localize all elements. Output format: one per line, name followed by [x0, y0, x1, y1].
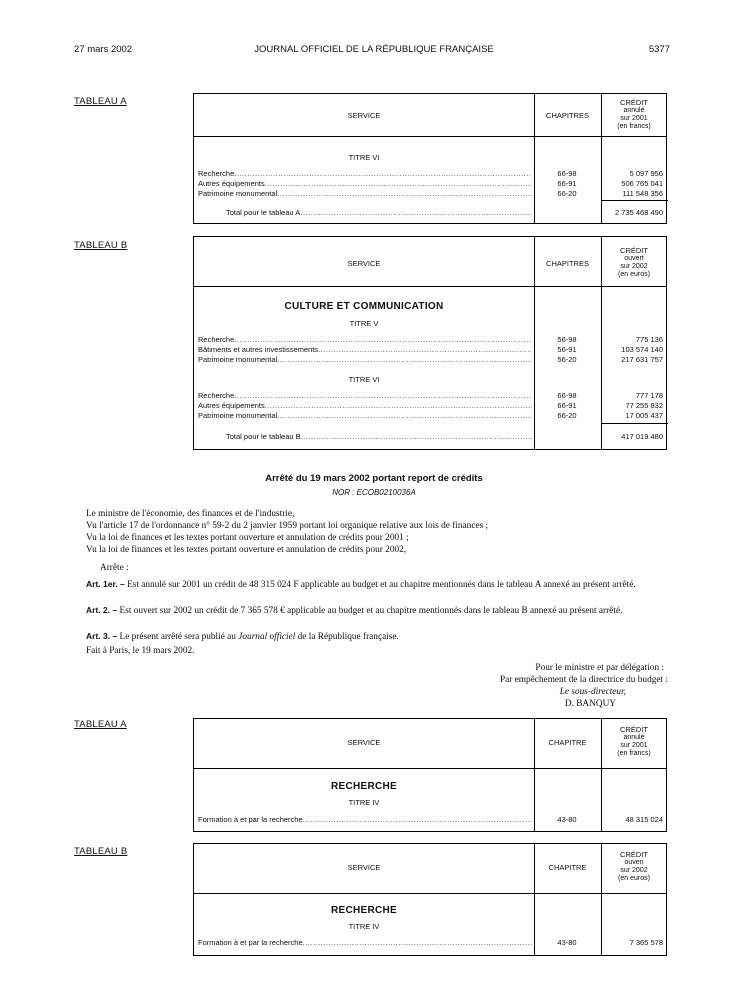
signature-line: Le sous-directeur, — [559, 687, 626, 697]
table4 — [193, 843, 667, 956]
table-row: Bâtiments et autres investissements ..... 56-91 103 574 140 — [194, 345, 668, 355]
arrete-label: Arrête : — [100, 563, 129, 573]
col-chapitres: CHAPITRES — [546, 111, 589, 120]
table2 — [193, 236, 667, 450]
table-row: Patrimoine monumental ..... 56-20 217 631 757 — [194, 355, 668, 365]
table-row: Patrimoine monumental ..... 66-20 111 548 356 — [194, 189, 668, 199]
table-row: Autres équipements ..... 66-91 506 765 041 — [194, 179, 668, 189]
col-service: SERVICE — [347, 863, 381, 872]
col-service: SERVICE — [347, 259, 381, 268]
article-2: Art. 2. – Est ouvert sur 2002 un crédit de 7 365 578 € applicable au budget et au chapitre mentionnés dans le tableau B annexé au présent arrêté. — [86, 605, 623, 616]
table4-section: RECHERCHE — [330, 905, 398, 916]
table1-total: Total pour le tableau A ..... 2 735 468 490 — [194, 207, 668, 219]
table-row: Formation à et par la recherche ..... 43-80 7 365 578 — [194, 938, 668, 948]
col-credit: CRÉDIT ouvert sur 2002 (en euros) — [618, 246, 650, 278]
table-row: Recherche ..... 66-98 777 178 — [194, 391, 668, 401]
paragraph: Vu l'article 17 de l'ordonnance n° 59-2 du 2 janvier 1959 portant loi organique relative aux lois de finances ; — [86, 521, 489, 531]
header-date: 27 mars 2002 — [74, 44, 133, 55]
col-chapitres: CHAPITRES — [546, 259, 589, 268]
col-credit: CRÉDIT ouven sur 2002 (en euros) — [618, 850, 650, 882]
table3-label: TABLEAU A — [74, 719, 127, 730]
paragraph: Vu la loi de finances et les textes portant ouverture et annulation de crédits pour 2001 ; — [86, 533, 409, 543]
col-credit: CRÉDIT annulé sur 2001 (en francs) — [617, 725, 651, 757]
table2-section: CULTURE ET COMMUNICATION — [284, 301, 444, 312]
table1 — [193, 93, 667, 224]
col-service: SERVICE — [347, 111, 381, 120]
paragraph: Vu la loi de finances et les textes portant ouverture et annulation de crédits pour 2002, — [86, 545, 407, 555]
table-row: Recherche ..... 66-98 5 097 956 — [194, 169, 668, 179]
header-page-number: 5377 — [648, 44, 670, 55]
arrete-nor: NOR : ECOB0210036A — [332, 488, 416, 497]
table3-titre: TITRE IV — [348, 798, 380, 807]
table1-label: TABLEAU A — [74, 96, 127, 107]
header-title: JOURNAL OFFICIEL DE LA RÉPUBLIQUE FRANÇAISE — [254, 44, 494, 55]
col-chapitre: CHAPITRE — [548, 863, 587, 872]
table3-section: RECHERCHE — [330, 781, 398, 792]
article-1: Art. 1er. – Est annulé sur 2001 un crédit de 48 315 024 F applicable au budget et au chapitre mentionnés dans le tableau A annexé au présent arrêté. — [86, 579, 636, 590]
table2-titre-vi: TITRE VI — [348, 375, 380, 384]
table-row: Formation à et par la recherche ..... 43-80 48 315 024 — [194, 815, 668, 825]
signature-line: Pour le ministre et par délégation : — [535, 663, 664, 673]
signature-line: Par empêchement de la directrice du budget : — [499, 675, 668, 685]
table4-label: TABLEAU B — [74, 846, 128, 857]
signature-name: D. BANQUY — [564, 699, 616, 709]
article-3: Art. 3. – Le présent arrêté sera publié au Journal officiel de la République française. — [86, 631, 399, 642]
col-chapitre: CHAPITRE — [548, 738, 587, 747]
col-credit: CRÉDIT annulé sur 2001 (en francs) — [617, 98, 651, 130]
table-row: Autres équipements ..... 66-91 77 255 832 — [194, 401, 668, 411]
table3 — [193, 718, 667, 832]
table2-titre-v: TITRE V — [349, 319, 379, 328]
table2-total: Total pour le tableau B ..... 417 019 480 — [194, 431, 668, 443]
arrete-title: Arrêté du 19 mars 2002 portant report de crédits — [265, 473, 483, 484]
table1-titre: TITRE VI — [348, 153, 380, 162]
col-service: SERVICE — [347, 738, 381, 747]
table-row: Recherche ..... 56-98 775 136 — [194, 335, 668, 345]
paragraph: Le ministre de l'économie, des finances et de l'industrie, — [86, 509, 295, 519]
table-row: Patrimoine monumental ..... 66-20 17 005 437 — [194, 411, 668, 421]
fait-a-paris: Fait à Paris, le 19 mars 2002. — [86, 646, 195, 656]
table2-label: TABLEAU B — [74, 240, 128, 251]
table4-titre: TITRE IV — [348, 922, 380, 931]
